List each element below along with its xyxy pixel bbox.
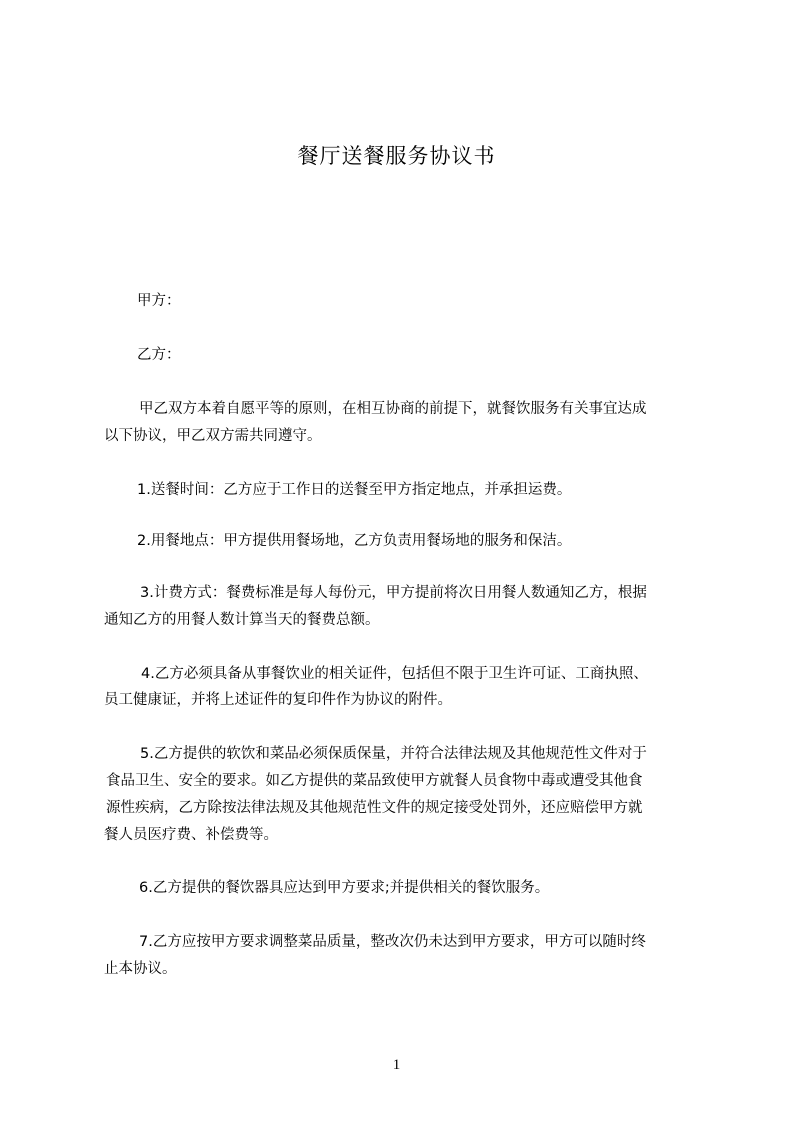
page-number: 1 bbox=[392, 1057, 401, 1073]
clause-3-line-2: 通知乙方的用餐人数计算当天的餐费总额。 bbox=[104, 612, 380, 628]
clause-1-line-1: 1.送餐时间：乙方应于工作日的送餐至甲方指定地点，并承担运费。 bbox=[137, 482, 572, 498]
clause-6-line-1: 6.乙方提供的餐饮器具应达到甲方要求;并提供相关的餐饮服务。 bbox=[139, 880, 550, 896]
clause-7-line-1: 7.乙方应按甲方要求调整菜品质量，整改次仍未达到甲方要求，甲方可以随时终 bbox=[139, 934, 646, 950]
party-a-label: 甲方： bbox=[137, 293, 181, 309]
clause-4-line-2: 员工健康证，并将上述证件的复印件作为协议的附件。 bbox=[104, 692, 452, 708]
clause-5-line-2: 食品卫生、安全的要求。如乙方提供的菜品致使甲方就餐人员食物中毒或遭受其他食 bbox=[106, 773, 643, 789]
clause-3-line-1: 3.计费方式：餐费标准是每人每份元，甲方提前将次日用餐人数通知乙方，根据 bbox=[140, 585, 647, 601]
clause-7-line-2: 止本协议。 bbox=[104, 961, 177, 977]
intro-line-1: 甲乙双方本着自愿平等的原则，在相互协商的前提下，就餐饮服务有关事宜达成 bbox=[139, 401, 647, 417]
clause-5-line-1: 5.乙方提供的软饮和菜品必须保质保量，并符合法律法规及其他规范性文件对于 bbox=[140, 746, 647, 762]
clause-5-line-4: 餐人员医疗费、补偿费等。 bbox=[104, 827, 278, 843]
party-b-label: 乙方： bbox=[137, 347, 181, 363]
clause-4-line-1: 4.乙方必须具备从事餐饮业的相关证件，包括但不限于卫生许可证、工商执照、 bbox=[141, 666, 648, 682]
document-title: 餐厅送餐服务协议书 bbox=[297, 144, 496, 168]
intro-line-2: 以下协议，甲乙双方需共同遵守。 bbox=[104, 428, 322, 444]
clause-2-line-1: 2.用餐地点：甲方提供用餐场地，乙方负责用餐场地的服务和保洁。 bbox=[137, 533, 572, 549]
clause-5-line-3: 源性疾病，乙方除按法律法规及其他规范性文件的规定接受处罚外，还应赔偿甲方就 bbox=[106, 800, 643, 816]
